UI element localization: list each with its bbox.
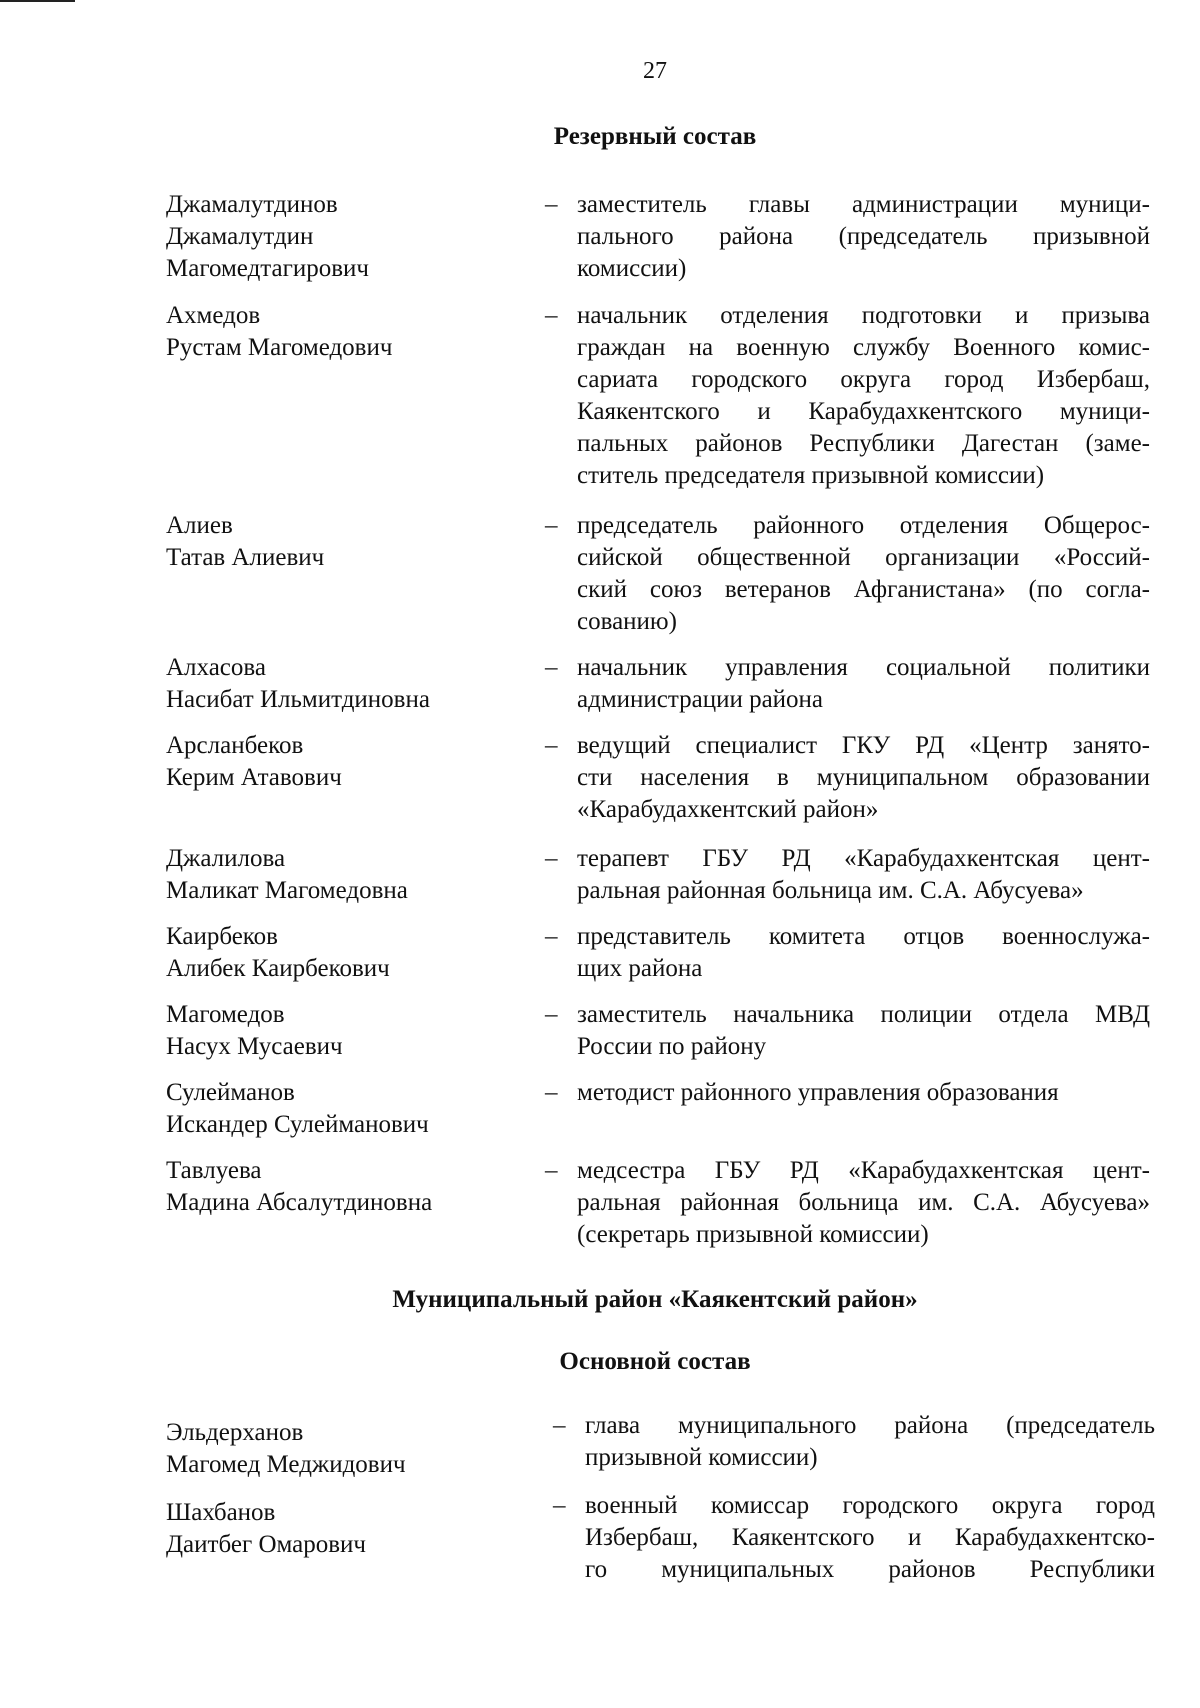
name-line: Алиев: [166, 512, 233, 539]
name-line: Даитбег Омарович: [166, 1531, 366, 1558]
role-line: представитель комитета отцов военнослужа-: [577, 923, 1150, 950]
role-line: глава муниципального района (председатель: [585, 1412, 1155, 1439]
person-name: [166, 300, 526, 364]
name-line: Джалилова: [166, 845, 286, 872]
role-line: ральная районная больница им. С.А. Абусуева»: [577, 1189, 1150, 1216]
role-line: медсестра ГБУ РД «Карабудахкентская цент-: [577, 1157, 1150, 1184]
scan-edge-mark: [0, 0, 75, 2]
name-line: Магомедтагирович: [166, 255, 370, 282]
role-line: щих района: [577, 955, 703, 982]
role-line: (секретарь призывной комиссии): [577, 1221, 929, 1248]
role-line: начальник управления социальной политики: [577, 654, 1150, 681]
district-section-title: Муниципальный район «Каякентский район»: [392, 1286, 918, 1313]
role-line: методист районного управления образования: [577, 1079, 1059, 1106]
person-role: [577, 189, 1150, 285]
person-name: [166, 1417, 526, 1481]
dash: –: [545, 191, 558, 218]
person-name: [166, 999, 526, 1063]
role-line: администрации района: [577, 686, 824, 713]
role-line: Избербаш, Каякентского и Карабудахкентско-: [585, 1524, 1155, 1551]
name-line: Эльдерханов: [166, 1419, 304, 1446]
name-line: Татав Алиевич: [166, 544, 325, 571]
person-role: [577, 300, 1150, 492]
role-line: «Карабудахкентский район»: [577, 796, 879, 823]
name-line: Алхасова: [166, 654, 266, 681]
name-line: Тавлуева: [166, 1157, 262, 1184]
name-line: Джамалутдин: [166, 223, 314, 250]
name-line: Алибек Каирбекович: [166, 955, 390, 982]
reserve-section-title: Резервный состав: [553, 123, 757, 150]
role-line: заместитель начальника полиции отдела МВД: [577, 1001, 1150, 1028]
role-line: призывной комиссии): [585, 1444, 818, 1471]
dash: –: [545, 845, 558, 872]
person-name: [166, 1497, 526, 1561]
dash: –: [545, 1001, 558, 1028]
dash: –: [545, 732, 558, 759]
page-number: 27: [643, 58, 667, 84]
person-role: [585, 1410, 1155, 1474]
person-name: [166, 652, 526, 716]
name-line: Керим Атавович: [166, 764, 342, 791]
role-line: заместитель главы администрации муници-: [577, 191, 1150, 218]
role-line: граждан на военную службу Военного комис-: [577, 334, 1150, 361]
name-line: Искандер Сулейманович: [166, 1111, 429, 1138]
person-role: [577, 921, 1150, 985]
main-section-title: Основной состав: [559, 1348, 751, 1375]
name-line: Рустам Магомедович: [166, 334, 393, 361]
person-name: [166, 843, 526, 907]
role-line: сийской общественной организации «Россий-: [577, 544, 1150, 571]
name-line: Ахмедов: [166, 302, 261, 329]
dash: –: [545, 654, 558, 681]
person-role: [577, 730, 1150, 826]
role-line: ральная районная больница им. С.А. Абусуева»: [577, 877, 1084, 904]
dash: –: [545, 512, 558, 539]
role-line: ведущий специалист ГКУ РД «Центр занято-: [577, 732, 1150, 759]
name-line: Джамалутдинов: [166, 191, 338, 218]
person-role: [577, 843, 1150, 907]
name-line: Насибат Ильмитдиновна: [166, 686, 430, 713]
role-line: пальных районов Республики Дагестан (заме-: [577, 430, 1150, 457]
name-line: Насух Мусаевич: [166, 1033, 343, 1060]
dash: –: [545, 1157, 558, 1184]
name-line: Сулейманов: [166, 1079, 295, 1106]
person-name: [166, 1155, 526, 1219]
name-line: Шахбанов: [166, 1499, 276, 1526]
person-role: [577, 510, 1150, 638]
role-line: председатель районного отделения Общерос-: [577, 512, 1150, 539]
role-line: военный комиссар городского округа город: [585, 1492, 1155, 1519]
role-line: сованию): [577, 608, 677, 635]
person-role: [577, 1155, 1150, 1251]
person-name: [166, 730, 526, 794]
role-line: ский союз ветеранов Афганистана» (по согла-: [577, 576, 1150, 603]
name-line: Арсланбеков: [166, 732, 304, 759]
name-line: Каирбеков: [166, 923, 278, 950]
dash: –: [553, 1492, 566, 1519]
name-line: Магомедов: [166, 1001, 285, 1028]
person-role: [577, 1077, 1150, 1109]
role-line: терапевт ГБУ РД «Карабудахкентская цент-: [577, 845, 1150, 872]
person-name: [166, 921, 526, 985]
dash: –: [545, 1079, 558, 1106]
role-line: России по району: [577, 1033, 767, 1060]
role-line: ститель председателя призывной комиссии): [577, 462, 1045, 489]
name-line: Маликат Магомедовна: [166, 877, 408, 904]
role-line: пального района (председатель призывной: [577, 223, 1150, 250]
dash: –: [545, 302, 558, 329]
name-line: Мадина Абсалутдиновна: [166, 1189, 433, 1216]
person-name: [166, 189, 526, 285]
role-line: комиссии): [577, 255, 687, 282]
dash: –: [553, 1412, 566, 1439]
person-name: [166, 510, 526, 574]
name-line: Магомед Меджидович: [166, 1451, 406, 1478]
dash: –: [545, 923, 558, 950]
person-name: [166, 1077, 526, 1141]
role-line: начальник отделения подготовки и призыва: [577, 302, 1150, 329]
role-line: сариата городского округа город Избербаш,: [577, 366, 1150, 393]
person-role: [577, 999, 1150, 1063]
person-role: [585, 1490, 1155, 1586]
role-line: го муниципальных районов Республики: [585, 1556, 1155, 1583]
role-line: Каякентского и Карабудахкентского муници-: [577, 398, 1150, 425]
role-line: сти населения в муниципальном образовании: [577, 764, 1150, 791]
person-role: [577, 652, 1150, 716]
